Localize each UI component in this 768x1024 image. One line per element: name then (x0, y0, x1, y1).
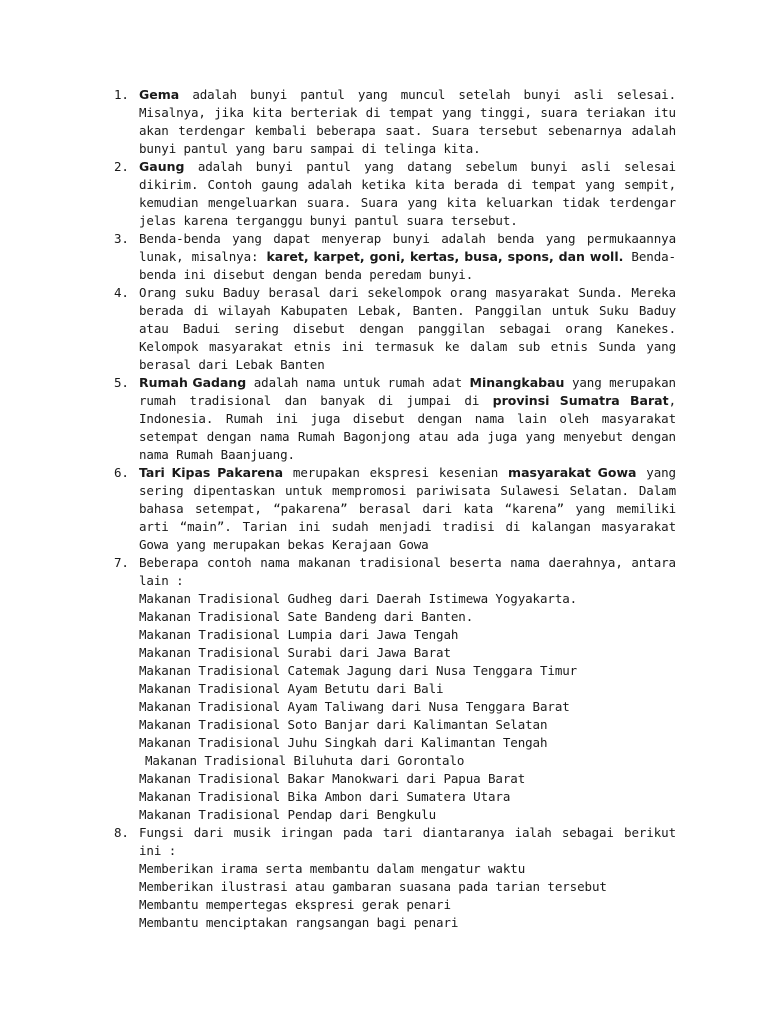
food-line: Makanan Tradisional Bakar Manokwari dari Papua Barat (139, 771, 526, 786)
food-line: Makanan Tradisional Surabi dari Jawa Barat (139, 645, 451, 660)
item-paragraph (139, 158, 676, 230)
item-number: 1. (114, 87, 129, 102)
food-line: Makanan Tradisional Ayam Taliwang dari Nusa Tenggara Barat (139, 699, 570, 714)
item-text: merupakan ekspresi kesenian (283, 465, 509, 480)
list-item (114, 464, 676, 554)
function-line: Memberikan irama serta membantu dalam mengatur waktu (139, 861, 526, 876)
item-text: adalah bunyi pantul yang datang sebelum bunyi asli selesai dikirim. Contoh gaung adalah ketika kita berada di tempat yang sempit, kemudian mengeluarkan suara. Suara yang kita keluarkan tidak terdengar jelas karena terganggu bunyi pantul suara tersebut. (139, 159, 676, 228)
list-item (114, 824, 676, 932)
item-number: 5. (114, 375, 129, 390)
item-number: 6. (114, 465, 129, 480)
item-text: yang sering dipentaskan untuk mempromosi pariwisata Sulawesi Selatan. Dalam bahasa setempat, “pakarena” berasal dari kata “karena” yang memiliki arti “main”. Tarian ini sudah menjadi tradisi di kalangan masyarakat Gowa yang merupakan bekas Kerajaan Gowa (139, 465, 676, 552)
food-line: Makanan Tradisional Soto Banjar dari Kalimantan Selatan (139, 717, 548, 732)
item-paragraph (139, 374, 676, 464)
term-bold: Rumah Gadang (139, 375, 247, 390)
item-number: 4. (114, 285, 129, 300)
food-line: Makanan Tradisional Biluhuta dari Gorontalo (145, 753, 465, 768)
list-item (114, 158, 676, 230)
list-item (114, 284, 676, 374)
term-bold: Minangkabau (469, 375, 565, 390)
term-bold: masyarakat Gowa (508, 465, 637, 480)
term-bold: Gaung (139, 159, 185, 174)
food-line: Makanan Tradisional Sate Bandeng dari Banten. (139, 609, 474, 624)
food-line: Makanan Tradisional Lumpia dari Jawa Tengah (139, 627, 459, 642)
materials-bold: karet, karpet, goni, kertas, busa, spons, dan woll. (266, 249, 624, 264)
item-number: 2. (114, 159, 129, 174)
item-paragraph (139, 464, 676, 554)
food-line: Makanan Tradisional Pendap dari Bengkulu (139, 807, 437, 822)
item-text: adalah bunyi pantul yang muncul setelah bunyi asli selesai. Misalnya, jika kita berteriak di tempat yang tinggi, suara teriakan itu akan terdengar kembali beberapa saat. Suara tersebut sebenarnya adalah bunyi pantul yang baru sampai di telinga kita. (139, 87, 676, 156)
food-line: Makanan Tradisional Catemak Jagung dari Nusa Tenggara Timur (139, 663, 578, 678)
item-intro: Fungsi dari musik iringan pada tari diantaranya ialah sebagai berikut ini : (139, 825, 676, 858)
item-paragraph: Orang suku Baduy berasal dari sekelompok orang masyarakat Sunda. Mereka berada di wilayah Kabupaten Lebak, Banten. Panggilan untuk Suku Baduy atau Badui sering disebut dengan panggilan sebagai orang Kanekes. Kelompok masyarakat etnis ini termasuk ke dalam sub etnis Sunda yang berasal dari Lebak Banten (139, 285, 676, 372)
item-intro: Beberapa contoh nama makanan tradisional beserta nama daerahnya, antara lain : (139, 555, 676, 588)
item-number: 7. (114, 555, 129, 570)
function-line: Membantu mempertegas ekspresi gerak penari (139, 897, 451, 912)
item-text: Benda-benda ini disebut dengan benda peredam bunyi. (139, 249, 676, 282)
item-number: 3. (114, 231, 129, 246)
numbered-list (0, 86, 676, 932)
food-line: Makanan Tradisional Gudheg dari Daerah Istimewa Yogyakarta. (139, 591, 578, 606)
list-item (114, 86, 676, 158)
item-paragraph (139, 86, 676, 158)
item-paragraph (139, 230, 676, 284)
term-bold: Tari Kipas Pakarena (139, 465, 284, 480)
item-text: yang merupakan rumah tradisional dan banyak di jumpai di (139, 375, 676, 408)
food-line: Makanan Tradisional Juhu Singkah dari Kalimantan Tengah (139, 735, 548, 750)
list-item (114, 374, 676, 464)
term-bold: Gema (139, 87, 180, 102)
food-line: Makanan Tradisional Bika Ambon dari Sumatera Utara (139, 789, 511, 804)
item-text: adalah nama untuk rumah adat (246, 375, 470, 390)
item-number: 8. (114, 825, 129, 840)
item-text: Benda-benda yang dapat menyerap bunyi adalah benda yang permukaannya lunak, misalnya: (139, 231, 676, 264)
item-text: , Indonesia. Rumah ini juga disebut dengan nama lain oleh masyarakat setempat dengan nama Rumah Bagonjong atau ada juga yang menyebut dengan nama Rumah Baanjuang. (139, 393, 676, 462)
function-line: Membantu menciptakan rangsangan bagi penari (139, 915, 459, 930)
list-item (114, 554, 676, 824)
term-bold: provinsi Sumatra Barat (492, 393, 669, 408)
food-line: Makanan Tradisional Ayam Betutu dari Bali (139, 681, 444, 696)
list-item (114, 230, 676, 284)
function-line: Memberikan ilustrasi atau gambaran suasana pada tarian tersebut (139, 879, 607, 894)
